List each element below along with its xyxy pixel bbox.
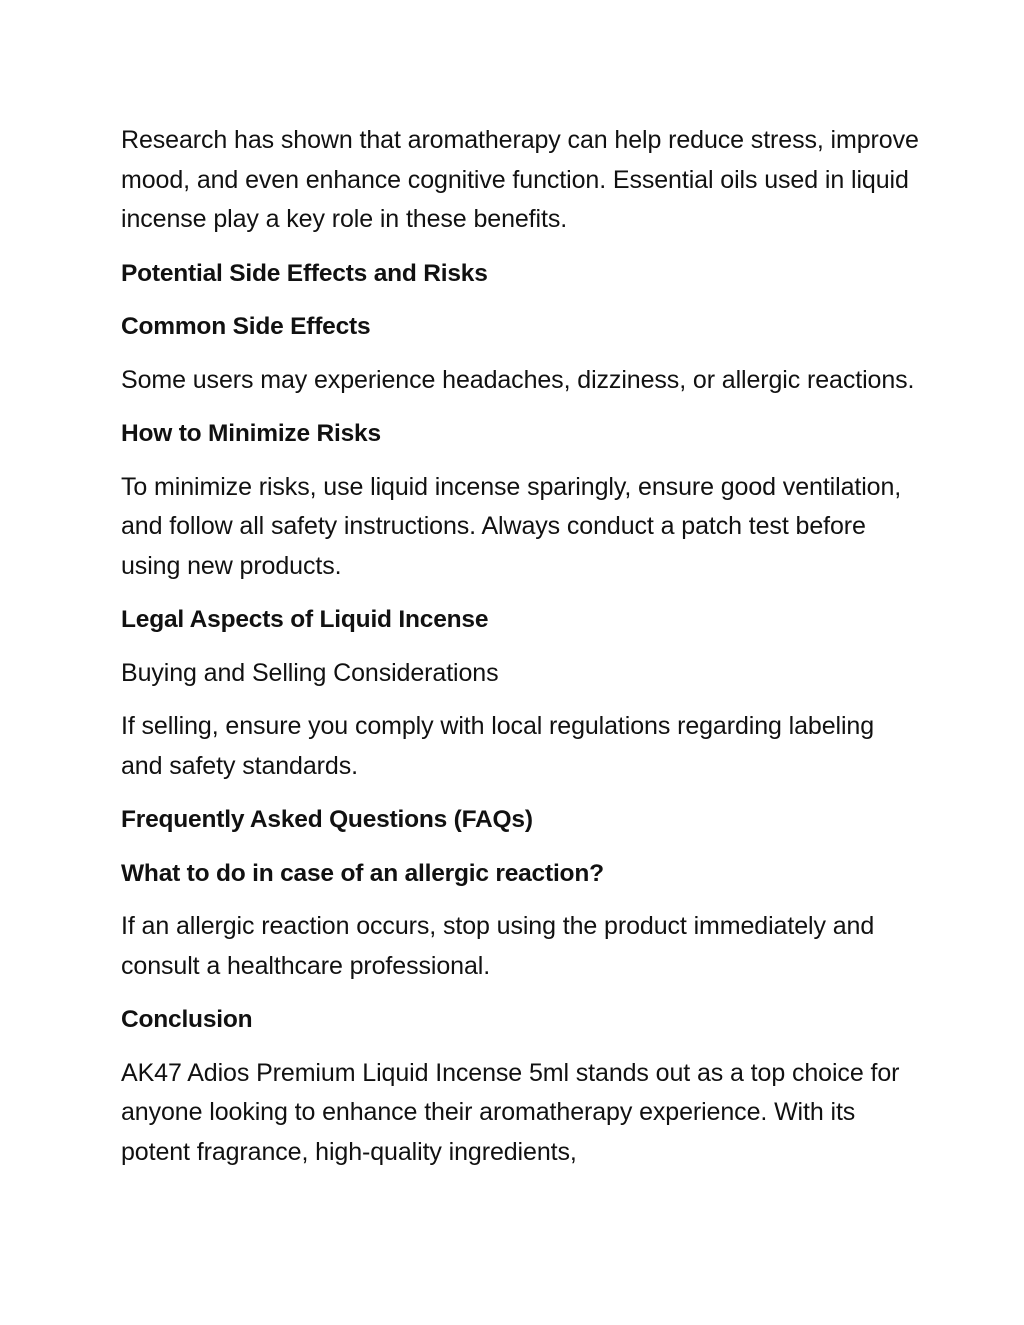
heading-minimize-risks: How to Minimize Risks xyxy=(121,420,381,447)
paragraph-minimize-risks: To minimize risks, use liquid incense sparingly, ensure good ventilation, and follow all safety instructions. Always conduct a patch test before using new products. xyxy=(121,472,902,580)
paragraph-selling-regulations: If selling, ensure you comply with local regulations regarding labeling and safety standards. xyxy=(121,712,875,780)
paragraph-aromatherapy-research: Research has shown that aromatherapy can help reduce stress, improve mood, and even enhance cognitive function. Essential oils used in liquid incense play a key role in these benefits. xyxy=(121,126,919,233)
document-body xyxy=(121,121,921,1172)
heading-allergic-reaction-question: What to do in case of an allergic reaction? xyxy=(121,859,604,887)
heading-common-side-effects: Common Side Effects xyxy=(121,313,371,340)
heading-side-effects-risks: Potential Side Effects and Risks xyxy=(121,259,488,287)
paragraph-conclusion: AK47 Adios Premium Liquid Incense 5ml stands out as a top choice for anyone looking to enhance their aromatherapy experience. With its potent fragrance, high-quality ingredients, xyxy=(121,1058,900,1166)
heading-legal-aspects: Legal Aspects of Liquid Incense xyxy=(121,606,489,633)
heading-faqs: Frequently Asked Questions (FAQs) xyxy=(121,806,533,833)
paragraph-common-side-effects: Some users may experience headaches, dizziness, or allergic reactions. xyxy=(121,365,915,394)
subheading-buying-selling: Buying and Selling Considerations xyxy=(121,658,499,687)
heading-conclusion: Conclusion xyxy=(121,1006,253,1033)
paragraph-allergic-reaction-answer: If an allergic reaction occurs, stop using the product immediately and consult a healthcare professional. xyxy=(121,912,875,980)
